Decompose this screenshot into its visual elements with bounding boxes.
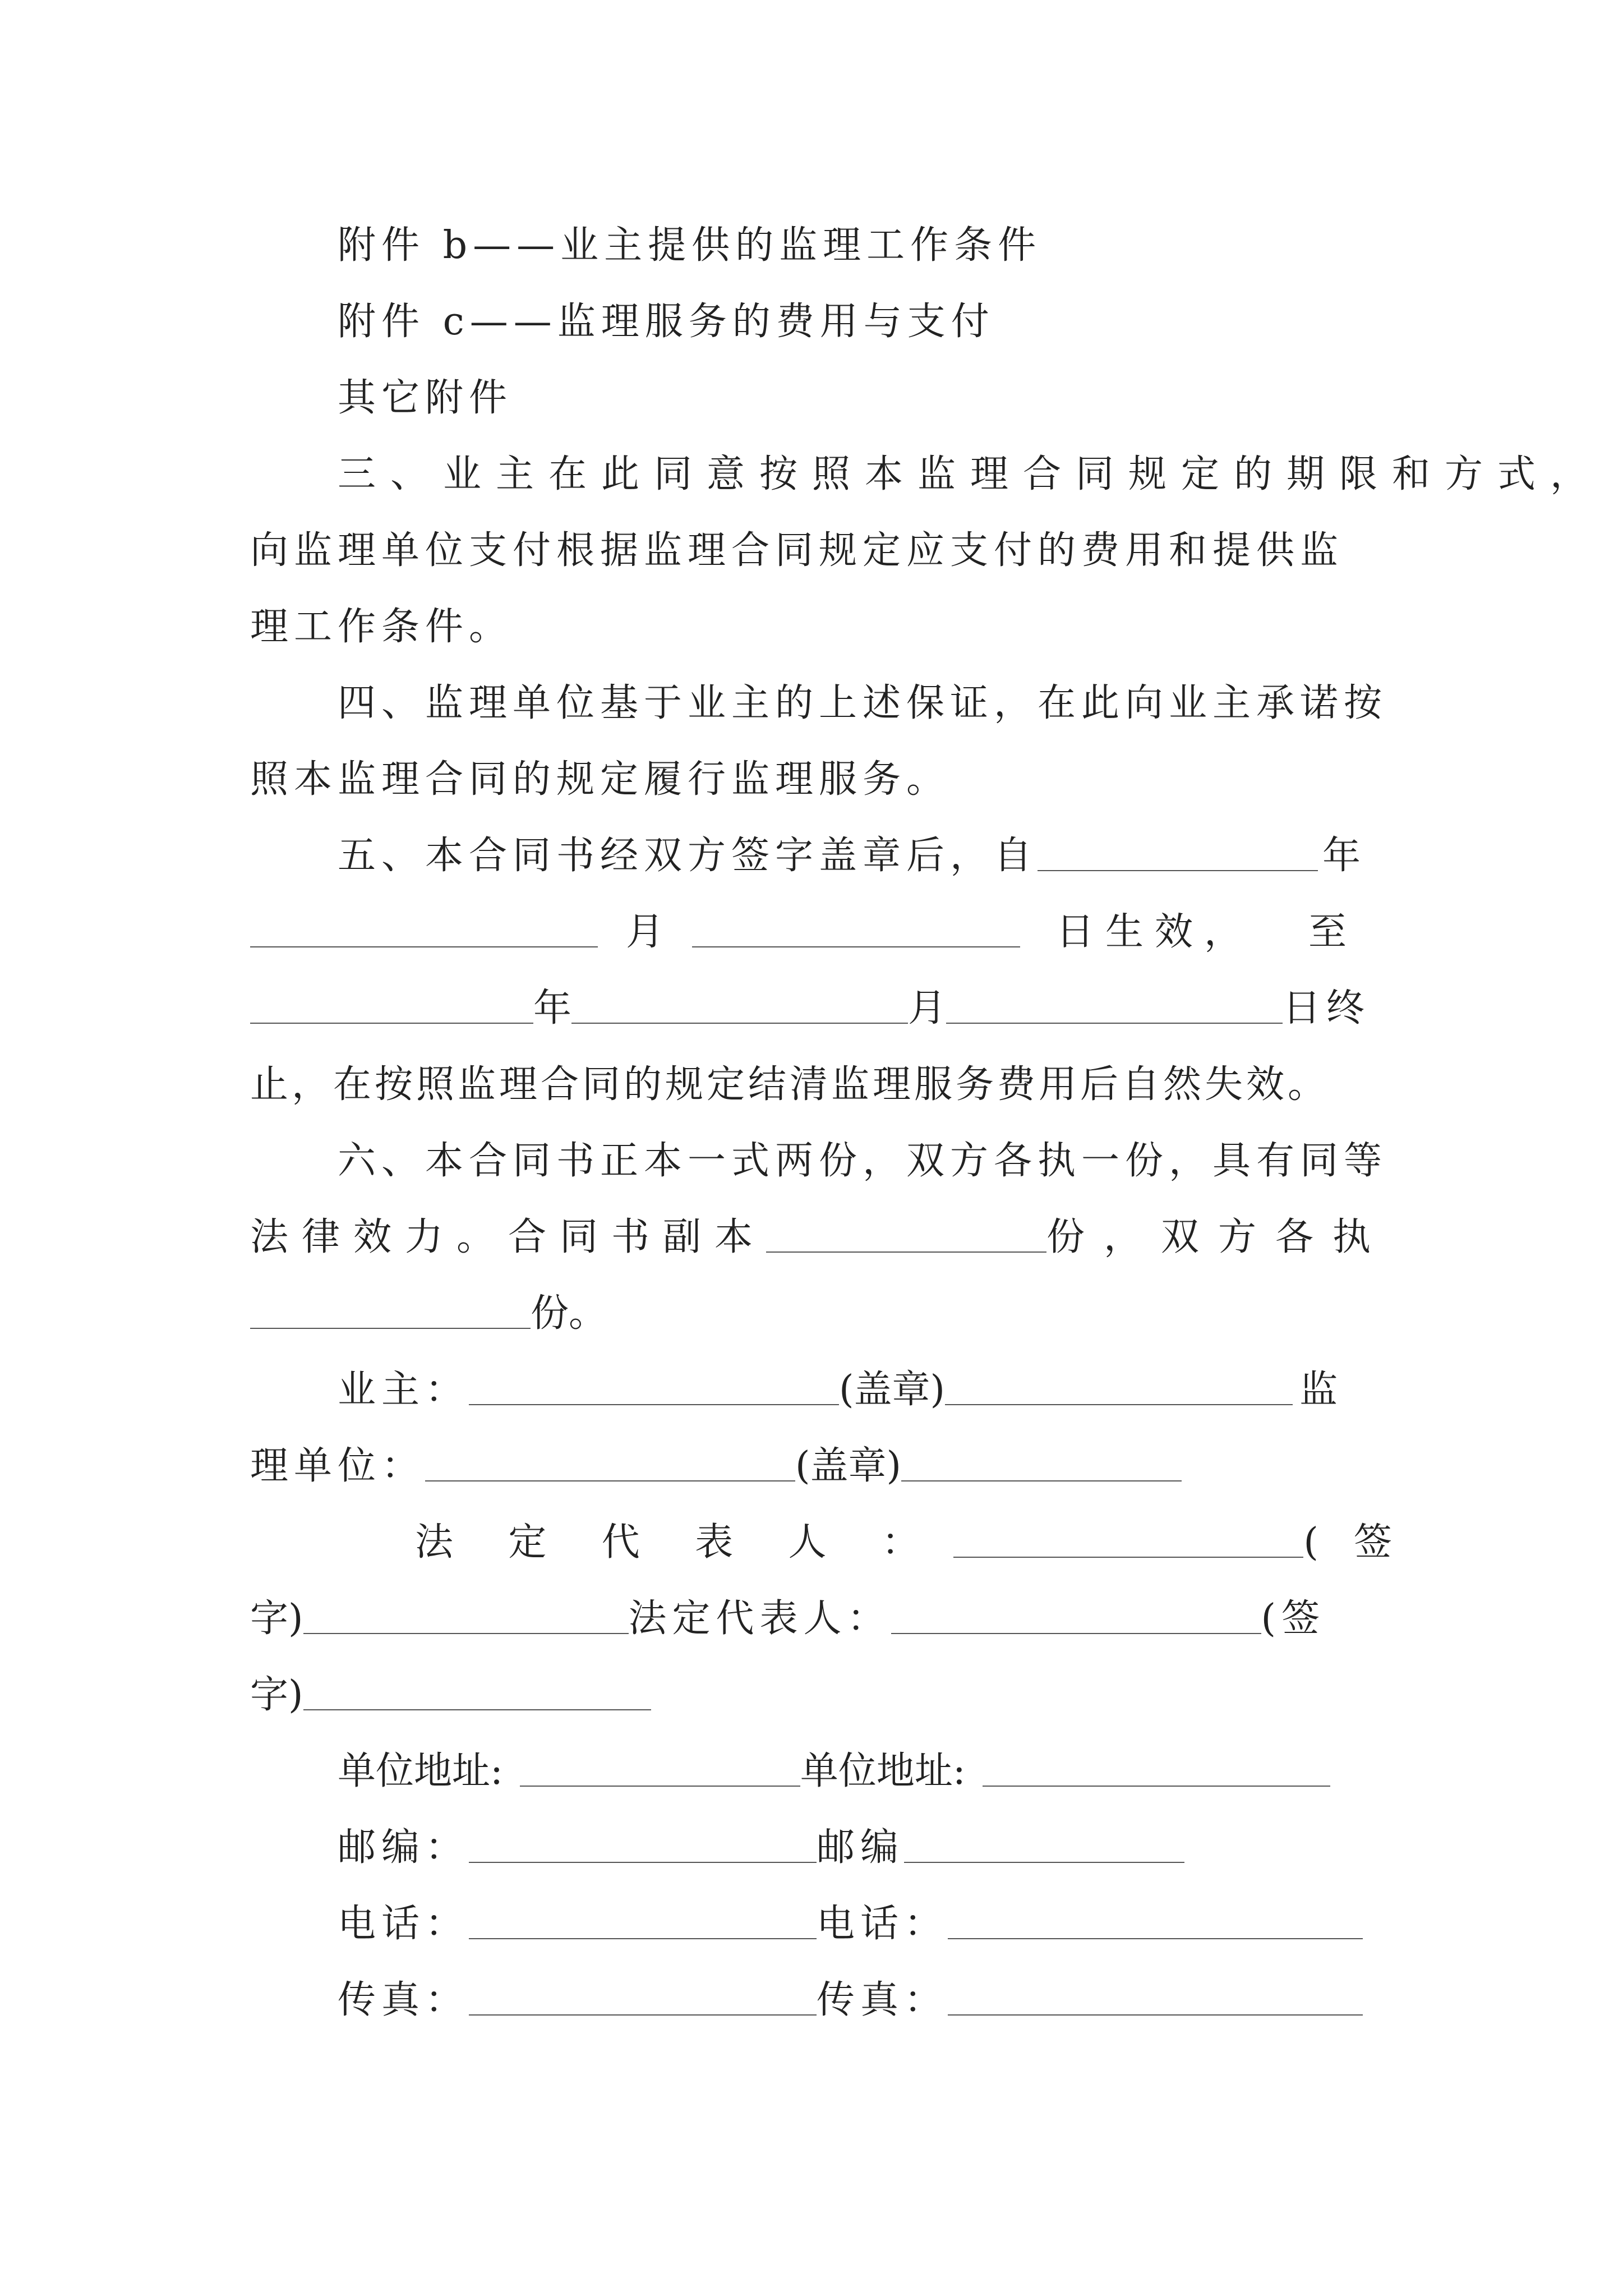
attachment-other (338, 360, 1392, 436)
clause6-line2-prefix: 法律效力。合同书副本 (250, 1215, 767, 1259)
supervisor-seal: (盖章) (795, 1444, 902, 1488)
postcode-line (338, 1810, 1392, 1886)
clause5-line3 (250, 970, 1392, 1047)
clause5-prefix: 五、本合同书经双方签字盖章后，自 (338, 834, 1038, 878)
clause5-year-label: 年 (1322, 834, 1361, 878)
address-line (338, 1733, 1392, 1810)
owner-signature-field[interactable] (303, 1633, 629, 1634)
clause5-effective-char-4: ， (1204, 910, 1243, 954)
sign-open-paren: ( (1303, 1520, 1318, 1565)
legal-rep-char-4: 表 (695, 1520, 734, 1565)
clause4-line2-text: 照本监理合同的规定履行监理服务。 (250, 757, 951, 802)
clause6-line1 (338, 1123, 1392, 1199)
fax-line (338, 1962, 1392, 2039)
supervisor-phone-label: 电话： (817, 1902, 948, 1946)
clause5-effective-char-1: 日 (1056, 910, 1095, 954)
owner-phone-field[interactable] (469, 1938, 817, 1939)
sign-close-1: 字) (250, 1596, 303, 1641)
owner-postcode-label: 邮编： (338, 1825, 469, 1870)
blank-end-year[interactable] (250, 1023, 533, 1024)
legal-rep-char-6: ： (881, 1520, 920, 1565)
clause5-year2-label: 年 (533, 986, 572, 1030)
supervisor-address-label: 单位地址: (800, 1749, 966, 1793)
legal-rep-line-1 (415, 1504, 1392, 1581)
sign-char: 签 (1353, 1520, 1392, 1565)
clause6-line2-suffix: 份，双方各执 (1046, 1215, 1390, 1259)
owner-seal-field[interactable] (945, 1404, 1293, 1405)
blank-end-day[interactable] (946, 1023, 1283, 1024)
supervisor-legal-rep-field[interactable] (891, 1633, 1261, 1634)
legal-rep-char-1: 法 (415, 1520, 454, 1565)
supervisor-legal-rep-label: 法定代表人： (628, 1596, 891, 1641)
supervisor-fax-field[interactable] (948, 2014, 1363, 2016)
clause5-line4 (250, 1047, 1392, 1123)
clause5-month2-label: 月 (908, 986, 947, 1030)
clause3-line1 (338, 436, 1603, 513)
supervisor-postcode-label: 邮编 (817, 1825, 905, 1870)
supervisor-seal-field[interactable] (901, 1480, 1182, 1481)
clause6-line3 (250, 1276, 1392, 1352)
owner-fax-field[interactable] (469, 2014, 817, 2016)
blank-end-month[interactable] (571, 1023, 908, 1024)
clause5-effective-char-5: 至 (1308, 910, 1347, 954)
supervisor-name-field[interactable] (425, 1480, 795, 1481)
blank-copies-each[interactable] (250, 1328, 531, 1329)
sign-open-2: (签 (1261, 1596, 1326, 1641)
blank-start-month[interactable] (250, 946, 598, 947)
clause5-line1 (338, 818, 1392, 894)
clause3-line1-text: 三、业主在此同意按照本监理合同规定的期限和方式， (338, 452, 1603, 496)
clause5-line4-text: 止，在按照监理合同的规定结清监理服务费用后自然失效。 (250, 1062, 1330, 1107)
supervisor-signature-field[interactable] (303, 1709, 651, 1710)
legal-rep-char-3: 代 (601, 1520, 640, 1565)
legal-rep-char-5: 人 (788, 1520, 827, 1565)
supervisor-postcode-field[interactable] (904, 1862, 1184, 1863)
clause5-effective-char-2: 生 (1105, 910, 1144, 954)
owner-legal-rep-field[interactable] (953, 1557, 1303, 1558)
owner-label: 业主： (338, 1368, 469, 1412)
attachment-c-text: 附件 c——监理服务的费用与支付 (338, 300, 995, 344)
clause4-line2 (250, 742, 1392, 818)
clause3-line3 (250, 589, 1392, 665)
supervisor-label-start: 监 (1299, 1368, 1338, 1412)
owner-fax-label: 传真： (338, 1978, 469, 2022)
phone-line (338, 1886, 1392, 1962)
clause6-line3-suffix: 份。 (531, 1291, 607, 1336)
blank-copies[interactable] (766, 1251, 1046, 1253)
clause4-line1 (338, 665, 1392, 742)
attachment-b (338, 208, 1392, 284)
sign-close-2: 字) (250, 1673, 303, 1717)
legal-rep-line-2 (250, 1581, 1392, 1657)
clause5-end-label: 日终 (1283, 986, 1371, 1030)
supervisor-fax-label: 传真： (817, 1978, 948, 2022)
blank-start-year[interactable] (1038, 870, 1318, 871)
owner-address-label: 单位地址: (338, 1749, 503, 1793)
clause6-line1-text: 六、本合同书正本一式两份，双方各执一份，具有同等 (338, 1139, 1388, 1183)
clause5-line2 (250, 894, 1392, 970)
owner-name-field[interactable] (469, 1404, 839, 1405)
blank-start-day[interactable] (692, 946, 1020, 947)
supervisor-phone-field[interactable] (948, 1938, 1363, 1939)
supervisor-address-field[interactable] (983, 1786, 1330, 1787)
clause4-line1-text: 四、监理单位基于业主的上述保证，在此向业主承诺按 (338, 681, 1388, 725)
clause3-line2 (250, 513, 1392, 589)
signature-owner-line (338, 1352, 1392, 1428)
clause3-line3-text: 理工作条件。 (250, 605, 513, 649)
owner-seal: (盖章) (839, 1368, 946, 1412)
attachment-c (338, 284, 1392, 360)
owner-postcode-field[interactable] (469, 1862, 817, 1863)
signature-supervisor-line (250, 1428, 1392, 1504)
clause5-month-label: 月 (626, 910, 665, 954)
attachment-other-text: 其它附件 (338, 376, 513, 420)
owner-address-field[interactable] (520, 1786, 800, 1787)
supervisor-label: 理单位： (250, 1444, 426, 1488)
legal-rep-line-3 (250, 1657, 1392, 1733)
legal-rep-char-2: 定 (508, 1520, 547, 1565)
clause6-line2 (250, 1199, 1392, 1276)
attachment-b-text: 附件 b——业主提供的监理工作条件 (338, 223, 1042, 268)
clause5-effective-char-3: 效 (1155, 910, 1193, 954)
owner-phone-label: 电话： (338, 1902, 469, 1946)
clause3-line2-text: 向监理单位支付根据监理合同规定应支付的费用和提供监 (250, 528, 1344, 573)
